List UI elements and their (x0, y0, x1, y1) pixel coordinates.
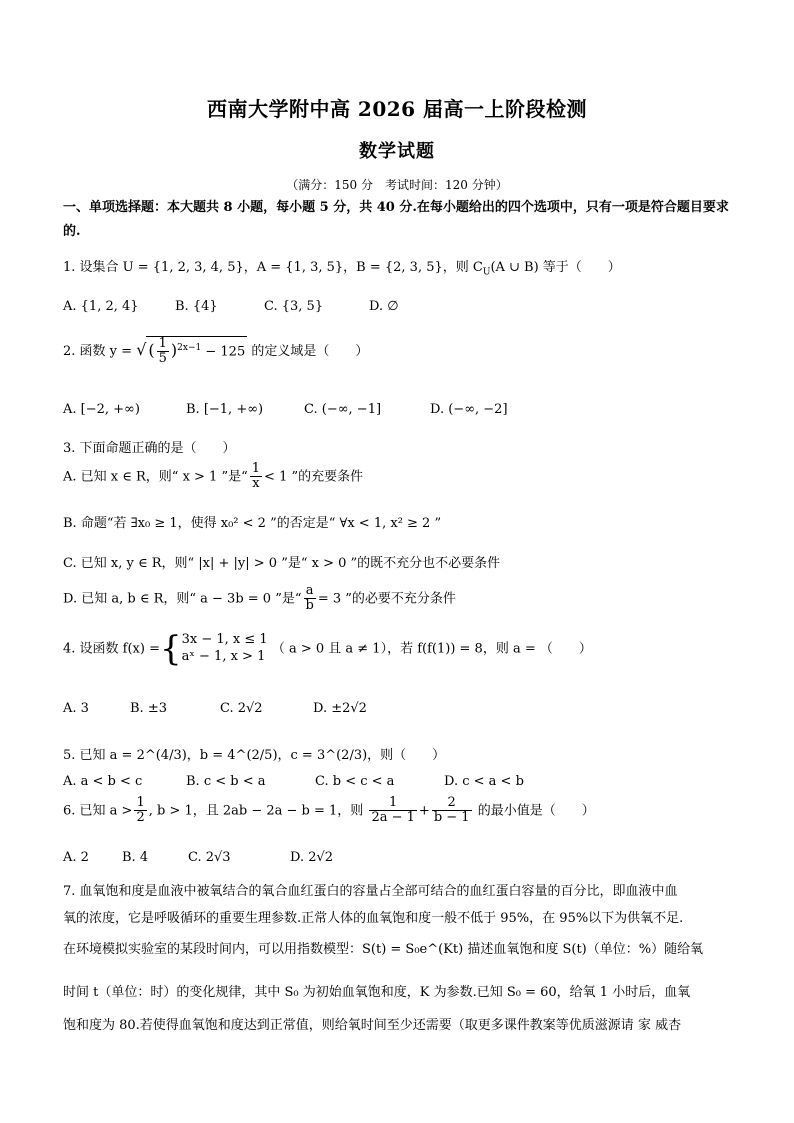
q6-option-d: D. 2√2 (290, 850, 334, 865)
question-2-stem: 2. 函数 y = √ ( $\frac{1}{5}$ )$^{2x-1}$ − 125 的定义域是（ ） (63, 336, 369, 367)
q3-option-a: A. 已知 x ∈ R，则“ x > 1 ”是“ $\frac{1}{x}$ < 1 ”的充要条件 (63, 461, 364, 492)
q1-option-a: A. {1, 2, 4} (63, 299, 139, 314)
q5-option-c: C. b < c < a (315, 774, 395, 789)
question-7-line-5: 饱和度为 80.若使得血氧饱和度达到正常值，则给氧时间至少还需要（取更多课件教案等优质滋源请 家 威杏 (63, 1018, 682, 1033)
question-7-line-3: 在环境模拟实验室的某段时间内，可以用指数模型：S(t) = S₀e^(Kt) 描述血氧饱和度 S(t)（单位：%）随给氧 (63, 942, 704, 957)
q3-option-d: D. 已知 a, b ∈ R，则“ a − 3b = 0 ”是“ $\frac{a}{b}$ = 3 ”的必要不充分条件 (63, 583, 456, 614)
exam-meta: （满分：150 分 考试时间：120 分钟） (286, 178, 508, 192)
section-heading: 一、单项选择题：本大题共 8 小题，每小题 5 分，共 40 分.在每小题给出的四个选项中，只有一项是符合题目要求的. (63, 200, 729, 239)
q6-option-c: C. 2√3 (188, 850, 231, 865)
q6-option-a: A. 2 (63, 850, 89, 865)
q5-option-a: A. a < b < c (63, 774, 143, 789)
q2-option-d: D. (−∞, −2] (430, 402, 508, 417)
exam-title: 西南大学附中高 2026 届高一上阶段检测 (206, 97, 588, 121)
q2-option-c: C. (−∞, −1] (304, 402, 382, 417)
q4-option-a: A. 3 (63, 701, 89, 716)
q2-option-a: A. [−2, +∞) (63, 402, 140, 417)
q4-option-c: C. 2√2 (220, 701, 263, 716)
q5-option-b: B. c < b < a (186, 774, 266, 789)
q4-option-b: B. ±3 (130, 701, 167, 716)
q6-option-b: B. 4 (122, 850, 149, 865)
q1-option-c: C. {3, 5} (264, 299, 324, 314)
q2-option-b: B. [−1, +∞) (186, 402, 264, 417)
question-7-line-4: 时间 t（单位：时）的变化规律，其中 S₀ 为初始血氧饱和度，K 为参数.已知 S₀ = 60，给氧 1 小时后，血氧 (63, 985, 691, 1000)
question-5-stem: 5. 已知 a = 2^(4/3)，b = 4^(2/5)，c = 3^(2/3)，则（ ） (63, 748, 446, 763)
question-3-stem: 3. 下面命题正确的是（ ） (63, 441, 236, 456)
q3-option-c: C. 已知 x, y ∈ R，则“ |x| + |y| > 0 ”是“ x > 0 ”的既不充分也不必要条件 (63, 556, 501, 571)
q5-option-d: D. c < a < b (444, 774, 524, 789)
q3-option-b: B. 命题“若 ∃x₀ ≥ 1，使得 x₀² < 2 ”的否定是“ ∀x < 1, x² ≥ 2 ” (63, 516, 442, 531)
question-7-line-1: 7. 血氧饱和度是血液中被氧结合的氧合血红蛋白的容量占全部可结合的血红蛋白容量的百分比，即血液中血 (63, 884, 678, 899)
q4-option-d: D. ±2√2 (313, 701, 367, 716)
q1-option-b: B. {4} (175, 299, 218, 314)
question-4-stem: 4. 设函数 f(x) ={ 3x − 1, x ≤ 1 aˣ − 1, x > 1 （ a > 0 且 a ≠ 1），若 f(f(1)) = 8，则 a = （ ） (63, 629, 592, 669)
q1-option-d: D. ∅ (369, 299, 399, 314)
question-1-stem: 1. 设集合 U = {1, 2, 3, 4, 5}，A = {1, 3, 5}，B = {2, 3, 5}，则 $C_U(A$ ∪ B) 等于（ ） (63, 260, 621, 278)
question-6-stem: 6. 已知 a > $\frac{1}{2}$ , b > 1，且 2ab − 2a − b = 1，则 $\frac{1}{2a - 1}$ + $\frac{2}{b - 1}$ 的最小值是（ ） (63, 795, 595, 826)
question-7-line-2: 氧的浓度，它是呼吸循环的重要生理参数.正常人体的血氧饱和度一般不低于 95%，在 95%以下为供氧不足. (63, 911, 684, 926)
exam-subtitle: 数学试题 (359, 141, 435, 162)
